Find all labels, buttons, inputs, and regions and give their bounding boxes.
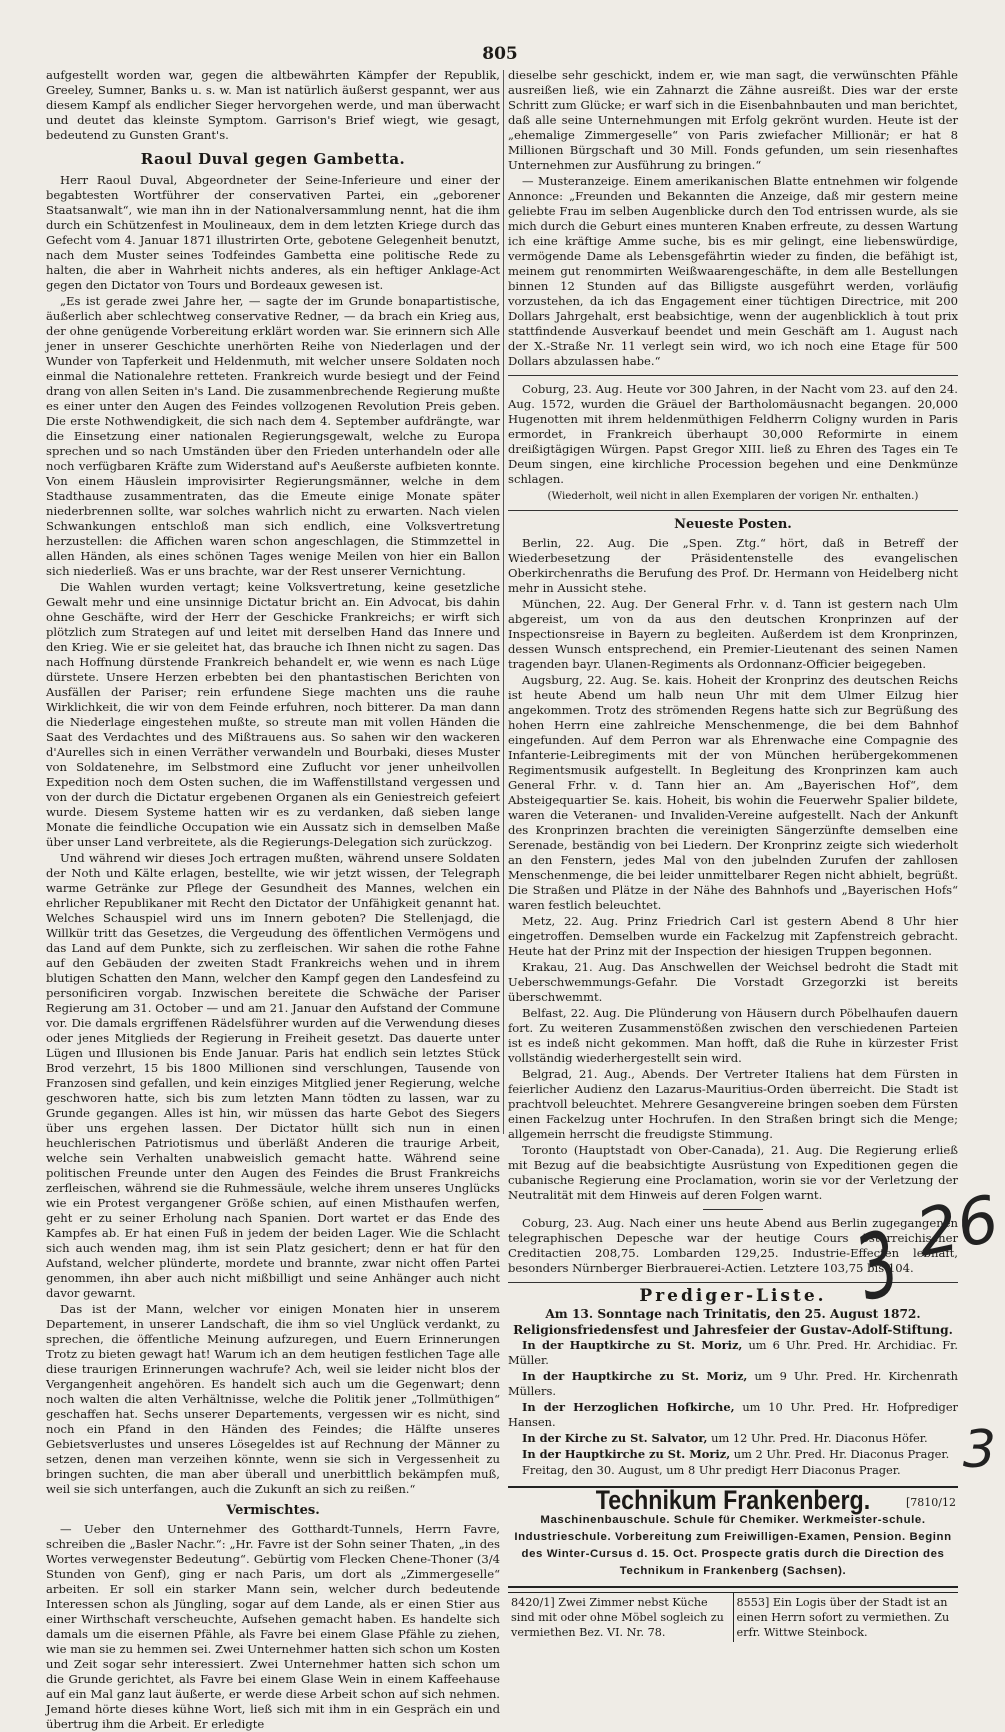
left-column	[46, 68, 500, 1731]
service-entry: In der Hauptkirche zu St. Moriz, um 2 Uhr. Pred. Hr. Diaconus Prager.	[522, 1447, 950, 1461]
article-paragraph: „Es ist gerade zwei Jahre her, — sagte der im Grunde bonapartistische, äußerlich aber schlechtweg conservative Redner, — da brach ein Krieg aus, der ohne genügende Vorbereitung erklärt worden war. Sie erinnern sich Alle jener in unserer Geschichte unerhörten Reihe von Niederlagen und der Wunder von Tapferkeit und Heldenmuth, mit welcher unsere Soldaten noch einmal die Nationalehre retteten. Frankreich wurde besiegt und der Feind drang von allen Seiten in's Land. Die zusammenbrechende Regierung mußte es einer unter den Augen des Feindes vollzogenen Revolution Preis geben. Die erste Nothwendigkeit, die sich nach dem 4. September aufdrängte, war die Einsetzung einer nationalen Regierungsgewalt, welche zu Europa sprechen und so nach Umständen über den Frieden unterhandeln oder alle noch verfügbaren Kräfte zum Widerstand auf's Aeußerste aufbieten konnte. Von einem Häuslein improvisirter Regierungsmänner, welche in dem Stadthause zusammentraten, das die Emeute einige Monate später niederbrennen sollte, war solches wahrlich nicht zu erwarten. Nach vielen Schwankungen entschloß man sich endlich, eine Volksvertretung herzustellen: die Affichen waren schon angeschlagen, die Stimmzettel in allen Händen, als eines schönen Tages wenige Meilen von hier ein Ballon sich niederließ. Was er uns brachte, war der Rest unserer Vernichtung.	[46, 294, 500, 578]
article-paragraph: Die Wahlen wurden vertagt; keine Volksvertretung, keine gesetzliche Gewalt mehr und eine unsinnige Dictatur bricht an. Ein Advocat, bis dahin ohne Geschäfte, wird der Herr der Geschicke Frankreichs; er wirft sich plötzlich zum Strategen auf und leitet mit derselben Hand das Innere und den Krieg. Wie er sie geleitet hat, das brauche ich Ihnen nicht zu sagen. Das nach Hoffnung dürstende Frankreich behandelt er, wie wenn es nach Lüge dürstete. Unsere Herzen erbebten bei den phantastischen Berichten von Ausfällen der Pariser; rein erfundene Siege machten uns die rauhe Wirklichkeit, die wir von dem Feinde erfuhren, noch bitterer. Da man dann die Niederlage eingestehen mußte, so streute man mit vollen Händen die Saat des Verdachtes und des Mißtrauens aus. So sahen wir den wackeren d'Aurelles sich in einen Verräther verwandeln und Bourbaki, dieses Muster von Soldatenehre, im Selbstmord eine Zuflucht vor jener unheilvollen Expedition noch dem Osten suchen, die im Waffenstillstand vergessen und von der durch die Dictatur ergebenen Organen als ein Geniestreich gefeiert wurde. Diesem Systeme hatten wir es zu verdanken, daß sieben lange Monate die feindliche Occupation wie ein Aussatz sich in demselben Maße über unser Land verbreitete, als die Regierungs-Delegation sich zurückzog.	[46, 580, 500, 849]
news-item: Toronto (Hauptstadt von Ober-Canada), 21. Aug. Die Regierung erließ mit Bezug auf die beabsichtigte Ausrüstung von Expeditionen gegen die cubanische Regierung eine Proclamation, worin sie vor der Verletzung der Neutralität mit dem Hinweis auf deren Folgen warnt.	[508, 1143, 958, 1202]
service-entry: In der Hauptkirche zu St. Moriz, um 6 Uhr. Pred. Hr. Archidiac. Fr. Müller.	[508, 1338, 958, 1367]
repeat-note: (Wiederholt, weil nicht in allen Exemplaren der vorigen Nr. enthalten.)	[547, 490, 919, 502]
article-paragraph: Und während wir dieses Joch ertragen mußten, während unsere Soldaten der Noth und Kälte erlagen, bestellte, wie wir jetzt wissen, der Telegraph warme Getränke zur Pflege der Gesundheit des Mannes, welchen ein ehrlicher Republikaner mit Recht den Dictator der Unfähigkeit genannt hat. Welches Schauspiel wird uns im Innern geboten? Die Stellenjagd, die Willkür tritt das Gesetzes, die Vergeudung des öffentlichen Vermögens und das Land auf dem Punkte, sich zu zerfleischen. Wir sahen die rothe Fahne auf den Gebäuden der zweiten Stadt Frankreichs wehen und in ihrem blutigen Schatten den Mann, welcher den Kampf gegen den Landesfeind zu personificiren vorgab. Inzwischen bereitete die Schwäche der Pariser Regierung am 31. October — und am 21. Januar den Aufstand der Commune vor. Die damals ergriffenen Rädelsführer wurden auf die Verwendung dieses oder jenes Mitglieds der Regierung in Freiheit gesetzt. Das dauerte unter Lügen und Illusionen bis Ende Januar. Paris hat endlich sein letztes Stück Brod verzehrt, 15 bis 1800 Millionen sind verschlungen, Tausende von Franzosen sind gefallen, und kein einziges Mitglied jener Regierung, welche geschworen hatte, sich bis zum letzten Mann tödten zu lassen, war zu Grunde gegangen. Alles ist hin, wir müssen das harte Gebot des Siegers über uns ergehen lassen. Der Dictator hüllt sich nun in einen heuchlerischen Patriotismus und überläßt Anderen die traurige Arbeit, welche sein Verhalten unabweislich gemacht hatte. Während seine politischen Freunde unter den Augen des Feindes die Brust Frankreichs zerfleischen, während sie die Ruhmessäule, welche ihrem unseres Unglücks wie ein Protest vergangener Größe schien, auf einen Misthaufen werfen, geht er zu seiner Erholung nach Spanien. Dort wartet er das Ende des Kampfes ab. Er hat einen Fuß in jedem der beiden Lager. Wie die Schlacht sich auch wenden mag, ihm ist sein Platz gesichert; denn er hat für den Aufstand, welcher plünderte, mordete und brannte, zwar nicht offen Partei genommen, ihn aber auch nicht mißbilligt und seine Anhänger auch nicht davor gewarnt.	[46, 851, 500, 1300]
continuation-paragraph: dieselbe sehr geschickt, indem er, wie man sagt, die verwünschten Pfähle ausreißen ließ, wie ein Zahnarzt die Zähne ausreißt. Dies war der erste Schritt zum Glücke; er warf sich in die Eisenbahnbauten und man berichtet, daß alle seine Unternehmungen mit Erfolg gekrönt wurden. Heute ist der „ehemalige Zimmergeselle“ von Paris zwiefacher Millionär; er hat 8 Millionen Bürgschaft und 30 Mill. Fonds gefunden, um sein riesenhaftes Unternehmen zur Ausführung zu bringen.“	[508, 68, 958, 172]
page-number: 805	[482, 44, 518, 64]
classified-ads	[508, 1592, 958, 1642]
service-entry: In der Kirche zu St. Salvator, um 12 Uhr. Pred. Hr. Diaconus Höfer.	[522, 1431, 928, 1445]
handwritten-mark: 26	[909, 1182, 1005, 1272]
news-item: München, 22. Aug. Der General Frhr. v. d. Tann ist gestern nach Ulm abgereist, um von da aus den deutschen Kronprinzen auf der Inspectionsreise in Bayern zu begleiten. Außerdem ist dem Kronprinzen, dessen Wunsch entsprechend, ein Premier-Lieutenant des seinen Namen tragenden bayr. Ulanen-Regiments als Ordonnanz-Officier beigegeben.	[508, 597, 958, 671]
news-item: Belfast, 22. Aug. Die Plünderung von Häusern durch Pöbelhaufen dauern fort. Zu weiteren Zusammenstößen zwischen den verschiedenen Parteien ist es indeß nicht gekommen. Man hofft, daß die Ruhe in kürzester Frist vollständig wiederhergestellt sein wird.	[508, 1006, 958, 1065]
ad-reference: [7810/12	[906, 1496, 956, 1509]
article-title: Raoul Duval gegen Gambetta.	[140, 150, 406, 168]
news-item: Berlin, 22. Aug. Die „Spen. Ztg.“ hört, daß in Betreff der Wiederbesetzung der Präsidentenstelle des evangelischen Oberkirchenraths die Berufung des Prof. Dr. Hermann von Heidelberg nicht mehr in Aussicht stehe.	[508, 536, 958, 595]
friday-service: Freitag, den 30. August, um 8 Uhr predigt Herr Diaconus Prager.	[522, 1463, 901, 1477]
news-title: Neueste Posten.	[674, 517, 792, 532]
coburg-paragraph: Coburg, 23. Aug. Heute vor 300 Jahren, in der Nacht vom 23. auf den 24. Aug. 1572, wurden die Gräuel der Bartholomäusnacht begangen. 20,000 Hugenotten mit ihrem heldenmüthigen Feldherrn Coligny wurden in Paris ermordet, in Frankreich überhaupt 30,000 Reformirte in einem dreißigtägigen Würgen. Papst Gregor XIII. ließ zu Ehren des Tages ein Te Deum singen, eine kirchliche Procession begehen und eine Denkmünze schlagen.	[508, 382, 958, 486]
divider	[703, 1209, 763, 1210]
divider	[508, 375, 958, 376]
misc-title: Vermischtes.	[226, 1503, 320, 1518]
advertisement	[508, 1486, 958, 1588]
classified-ad: 8420/1] Zwei Zimmer nebst Küche sind mit oder ohne Möbel sogleich zu vermiethen Bez. VI. Nr. 78.	[511, 1596, 724, 1639]
prediger-heading: Am 13. Sonntage nach Trinitatis, den 25. August 1872.	[545, 1307, 921, 1321]
prediger-heading: Religionsfriedensfest und Jahresfeier der Gustav-Adolf-Stiftung.	[513, 1323, 953, 1337]
misc-paragraph: — Ueber den Unternehmer des Gotthardt-Tunnels, Herrn Favre, schreiben die „Basler Nachr.“: „Hr. Favre ist der Sohn seiner Thaten, „in des Wortes verwegenster Bedeutung“. Gebürtig vom Flecken Chene-Thoner (3/4 Stunden von Genf), ging er nach Paris, um dort als „Zimmergeselle“ arbeiten. Er soll ein starker Mann sein, welcher durch bedeutende Interessen schon als Jüngling, sogar auf dem Lande, als er einen Stier aus einer Wirthschaft verscheuchte, Aufsehen gemacht haben. Es handelte sich damals um die eisernen Pfähle, als Favre bei einem Glase Pfähle zu ziehen, wie man sie zu hemmen sei. Zwei Unternehmer hatten sich schon um Kosten und Zeit sogar sehr interessiert. Zwei Unternehmer hatten sich schon um die Grunde gerichtet, als Favre bei einem Glase Wein in einem Kaffeehause auf ein Mal ganz laut äußerte, er werde diese Arbeit schon auf sich nehmen. Jemand hörte dieses kühne Wort, ließ sich mit ihm in ein Gespräch ein und übertrug ihm die Arbeit. Er erledigte	[46, 1522, 500, 1731]
classified-ad: 8553] Ein Logis über der Stadt ist an einen Herrn sofort zu vermiethen. Zu erfr. Wittwe Steinbock.	[733, 1593, 959, 1642]
service-entry: In der Herzoglichen Hofkirche, um 10 Uhr. Pred. Hr. Hofprediger Hansen.	[508, 1400, 958, 1429]
news-item: Metz, 22. Aug. Prinz Friedrich Carl ist gestern Abend 8 Uhr hier eingetroffen. Demselben wurde ein Fackelzug mit Zapfenstreich gebracht. Heute hat der Prinz mit der Inspection der hiesigen Truppen begonnen.	[508, 914, 958, 958]
article-paragraph: Herr Raoul Duval, Abgeordneter der Seine-Inferieure und einer der begabtesten Wortführer der conservativen Partei, ein „geborener Staatsanwalt“, wie man ihn in der Nationalversammlung nennt, hat die ihm durch ein Schützenfest in Moulineaux, dem in dem letzten Kriege durch das Gefecht vom 4. Januar 1871 illustrirten Orte, gebotene Gelegenheit benutzt, nach dem Muster seines Todfeindes Gambetta eine politische Rede zu halten, die aber in Wahrheit nichts anderes, als ein heftiger Anklage-Act gegen den Dictator von Tours und Bordeaux gewesen ist.	[46, 173, 500, 292]
news-item: Krakau, 21. Aug. Das Anschwellen der Weichsel bedroht die Stadt mit Ueberschwemmungs-Gefahr. Die Vorstadt Grzegorzki ist bereits überschwemmt.	[508, 960, 958, 1004]
news-item: Belgrad, 21. Aug., Abends. Der Vertreter Italiens hat dem Fürsten in feierlicher Audienz den Lazarus-Mauritius-Orden überreicht. Die Stadt ist prachtvoll beleuchtet. Mehrere Gesangvereine bringen soeben dem Fürsten einen Fackelzug unter Hochrufen. In den Straßen bringt sich die Menge; allgemein herrscht die freudigste Stimmung.	[508, 1067, 958, 1141]
news-item: Augsburg, 22. Aug. Se. kais. Hoheit der Kronprinz des deutschen Reichs ist heute Abend um halb neun Uhr mit dem Ulmer Eilzug hier angekommen. Trotz des strömenden Regens hatte sich zur Begrüßung des hohen Herrn eine zahlreiche Menschenmenge, die bei dem Bahnhof eingefunden. Auf dem Perron war als Ehrenwache eine Compagnie des Infanterie-Leibregiments mit der von München herübergekommenen Regimentsmusik aufgestellt. In Begleitung des Kronprinzen kam auch General Frhr. v. d. Tann hier an. Am „Bayerischen Hof“, dem Absteigequartier Se. kais. Hoheit, bis wohin die Feuerwehr Spalier bildete, waren die Veteranen- und Invaliden-Vereine aufgestellt. Nach der Ankunft des Kronprinzen brachten die vereinigten Sängerzünfte demselben eine Serenade, beständig von bei Liedern. Der Kronprinz zeigte sich wiederholt an den Fenstern, jedes Mal von den jubelnden Zurufen der zahllosen Menschenmenge, die bei leider unmittelbarer Regen nicht abhielt, begrüßt. Die Straßen und Plätze in der Nähe des Bahnhofs und „Bayerischen Hofs“ waren festlich beleuchtet.	[508, 673, 958, 912]
ad-title: Technikum Frankenberg.	[595, 1485, 871, 1515]
musteranzeige-paragraph: — Musteranzeige. Einem amerikanischen Blatte entnehmen wir folgende Annonce: „Freunden und Bekannten die Anzeige, daß mir gestern meine geliebte Frau im selben Augenblicke durch den Tod entrissen wurde, als sie mich durch die Geburt eines munteren Knaben erfreute, zu dessen Wartung ich eine kräftige Amme suche, bis es mir gelingt, eine liebenswürdige, vermögende Dame als Lebensgefährtin wieder zu finden, die befähigt ist, meinem gut renommirten Weißwaarengeschäfte, in dem alle Bestellungen binnen 12 Stunden auf das Billigste ausgeführt werden, vorläufig vorzustehen, da ich das Engagement einer tüchtigen Directrice, mit 200 Dollars Jahrgehalt, erst beabsichtige, wenn der augenblicklich à tout prix stattfindende Ausverkauf beendet und mein Geschäft am 1. August nach der X.-Straße Nr. 11 verlegt sein wird, wo ich noch eine Etage für 500 Dollars abzulassen habe.“	[508, 174, 958, 368]
ad-body: Maschinenbauschule. Schule für Chemiker. Werkmeister-schule. Industrieschule. Vorbereitung zum Freiwilligen-Examen, Pension. Beginn des Winter-Cursus d. 15. Oct. Prospecte gratis durch die Direction des Technikum in Frankenberg (Sachsen).	[514, 1514, 952, 1577]
article-paragraph: Das ist der Mann, welcher vor einigen Monaten hier in unserem Departement, in unserer Landschaft, die ihm so viel Unglück verdankt, zu sprechen, die öffentliche Meinung aufzuregen, und Euern Erinnerungen Trotz zu bieten gewagt hat! Warum ich an dem heutigen festlichen Tage alle diese traurigen Erinnerungen wachrufe? Ach, weil sie leider nicht blos der Vergangenheit angehören. Es handelt sich auch um die Gegenwart; denn noch walten die alten Verhältnisse, welche die Politik jener „Tollmüthigen“ geschaffen hat. Sechs unserer Departements, vergessen wir es nicht, sind noch ein Pfand in den Händen des Feindes; die Hälfte unseres Gebietsverlustes und unseres Lösegeldes ist auf Rechnung der Männer zu setzen, denen man verzeihen könnte, wenn sie sich in Vergessenheit zu bringen suchten, die man aber überall und unerbittlich bekämpfen muß, weil sie sich unterfangen, auch die Zukunft an sich zu reißen.“	[46, 1302, 500, 1496]
prediger-title: Prediger-Liste.	[639, 1286, 827, 1306]
column-divider	[503, 70, 504, 1134]
divider	[508, 510, 958, 511]
handwritten-mark: 3	[852, 1210, 902, 1324]
coburg-stock-paragraph: Coburg, 23. Aug. Nach einer uns heute Abend aus Berlin zugegangenen telegraphischen Depesche war der heutige Cours österreichischer Creditactien 208,75. Lombarden 129,25. Industrie-Effecten lebhaft, besonders Nürnberger Bierbrauerei-Actien. Letztere 103,75 bis 104.	[508, 1216, 958, 1275]
service-entry: In der Hauptkirche zu St. Moriz, um 9 Uhr. Pred. Hr. Kirchenrath Müllers.	[508, 1369, 958, 1398]
intro-paragraph: aufgestellt worden war, gegen die altbewährten Kämpfer der Republik, Greeley, Sumner, Banks u. s. w. Man ist natürlich äußerst gespannt, wer aus diesem Kampf als endlicher Sieger hervorgehen werde, und man überwacht und deutet das kleinste Symptom. Garrison's Brief wiegt, wie gesagt, bedeutend zu Gunsten Grant's.	[46, 68, 500, 142]
handwritten-mark: 3	[962, 1420, 996, 1480]
